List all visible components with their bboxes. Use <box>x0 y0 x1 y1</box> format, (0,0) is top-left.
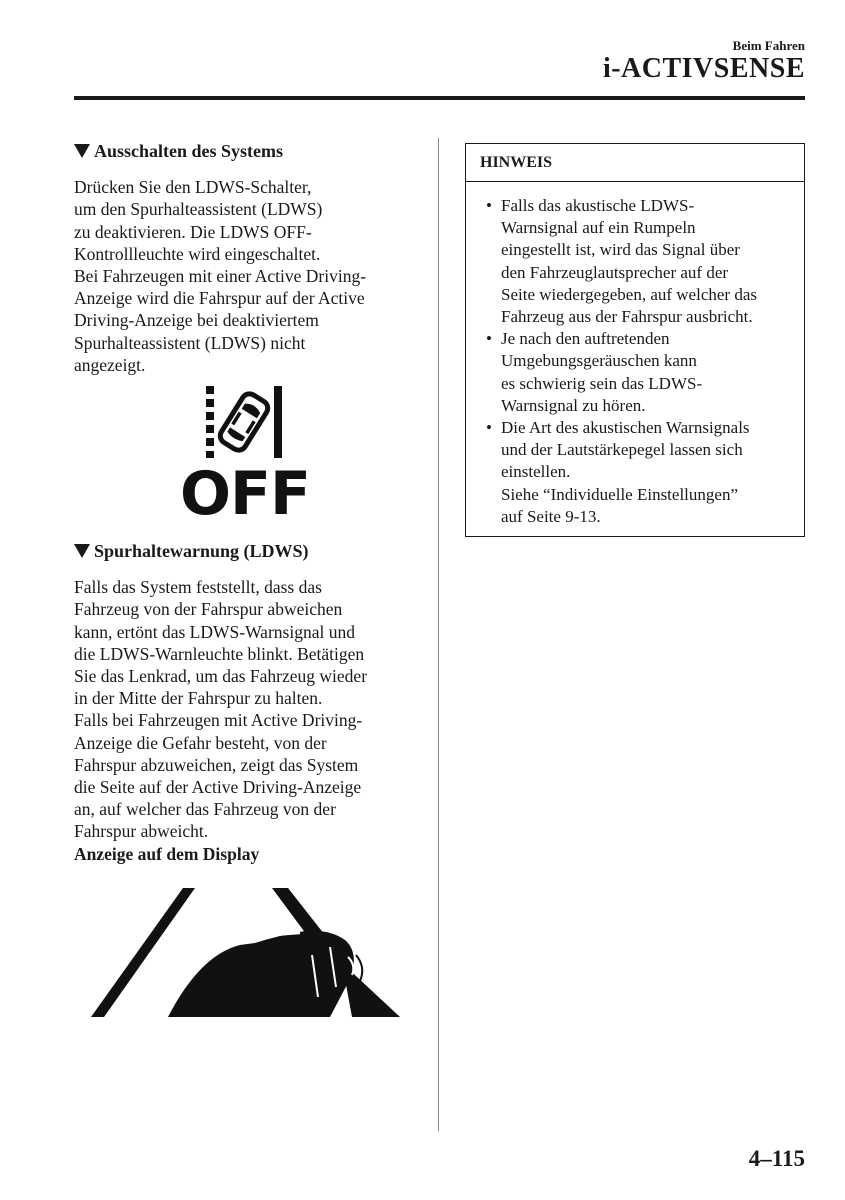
text-line: Warnsignal zu hören. <box>501 395 646 415</box>
hinweis-item <box>486 417 796 528</box>
chapter-label: Beim Fahren <box>732 38 805 53</box>
text-line: Fahrzeug von der Fahrspur abweichen <box>74 599 343 620</box>
paragraph-ausschalten <box>74 176 419 376</box>
text-line: die Seite auf der Active Driving-Anzeige <box>74 777 362 798</box>
column-divider <box>438 138 439 1131</box>
bullet-icon: • <box>486 196 492 215</box>
hinweis-item <box>486 328 796 417</box>
text-line: kann, ertönt das LDWS-Warnsignal und <box>74 621 355 642</box>
text-line: angezeigt. <box>74 354 146 375</box>
paragraph-spurhaltewarnung <box>74 576 419 842</box>
triangle-marker-icon <box>74 544 90 558</box>
text-line: Warnsignal auf ein Rumpeln <box>501 218 696 238</box>
bullet-icon: • <box>486 418 492 438</box>
text-line: die LDWS-Warnleuchte blinkt. Betätigen <box>74 643 365 664</box>
hinweis-item <box>486 195 796 328</box>
text-line: Umgebungsgeräuschen kann <box>501 351 697 371</box>
header-rule <box>74 96 805 100</box>
hinweis-list <box>466 182 804 528</box>
text-line: Fahrspur abweicht. <box>74 821 209 842</box>
text-line: Spurhalteassistent (LDWS) nicht <box>74 332 306 353</box>
text-line: Die Art des akustischen Warnsignals <box>501 418 750 438</box>
text-line: Fahrzeug aus der Fahrspur ausbricht. <box>501 307 753 327</box>
text-line: Sie das Lenkrad, um das Fahrzeug wieder <box>74 666 368 687</box>
text-line: Driving-Anzeige bei deaktiviertem <box>74 310 319 331</box>
lane-departure-display-figure <box>90 885 400 1020</box>
text-line: Anzeige die Gefahr besteht, von der <box>74 732 327 753</box>
page-number: 4–115 <box>748 1146 805 1171</box>
heading-ausschalten <box>74 140 419 162</box>
text-line: eingestellt ist, wird das Signal über <box>501 240 740 260</box>
section-title: i-ACTIVSENSE <box>602 53 805 84</box>
heading-spurhaltewarnung-text: Spurhaltewarnung (LDWS) <box>94 541 309 562</box>
text-line: in der Mitte der Fahrspur zu halten. <box>74 688 323 709</box>
text-line: Je nach den auftretenden <box>501 329 670 349</box>
text-line: Anzeige wird die Fahrspur auf der Active <box>74 288 365 309</box>
text-line: Falls das System feststellt, dass das <box>74 577 322 598</box>
text-line: um den Spurhalteassistent (LDWS) <box>74 199 323 220</box>
display-subheading: Anzeige auf dem Display <box>74 843 260 864</box>
text-line: den Fahrzeuglautsprecher auf der <box>501 262 729 282</box>
heading-spurhaltewarnung <box>74 540 419 562</box>
text-line: und der Lautstärkepegel lassen sich <box>501 440 743 460</box>
text-line: Drücken Sie den LDWS-Schalter, <box>74 177 312 198</box>
text-line: einstellen. <box>501 462 571 482</box>
text-line: Kontrollleuchte wird eingeschaltet. <box>74 243 321 264</box>
heading-ausschalten-text: Ausschalten des Systems <box>94 141 284 161</box>
text-line: Siehe “Individuelle Einstellungen” <box>501 484 738 504</box>
text-line: Fahrspur abzuweichen, zeigt das System <box>74 754 359 775</box>
bullet-icon: • <box>486 329 492 349</box>
off-label: OFF <box>180 459 310 529</box>
text-line: auf Seite 9-13. <box>501 506 601 526</box>
text-line: Bei Fahrzeugen mit einer Active Driving- <box>74 266 367 287</box>
hinweis-heading: HINWEIS <box>466 144 804 182</box>
text-line: an, auf welcher das Fahrzeug von der <box>74 799 336 820</box>
hinweis-box <box>465 143 805 537</box>
triangle-marker-icon <box>74 144 90 158</box>
text-line: Falls das akustische LDWS- <box>501 196 695 215</box>
text-line: zu deaktivieren. Die LDWS OFF- <box>74 221 312 242</box>
text-line: Seite wiedergegeben, auf welcher das <box>501 284 757 304</box>
text-line: es schwierig sein das LDWS- <box>501 373 703 393</box>
text-line: Falls bei Fahrzeugen mit Active Driving- <box>74 710 363 731</box>
ldws-off-indicator-icon <box>180 382 310 529</box>
